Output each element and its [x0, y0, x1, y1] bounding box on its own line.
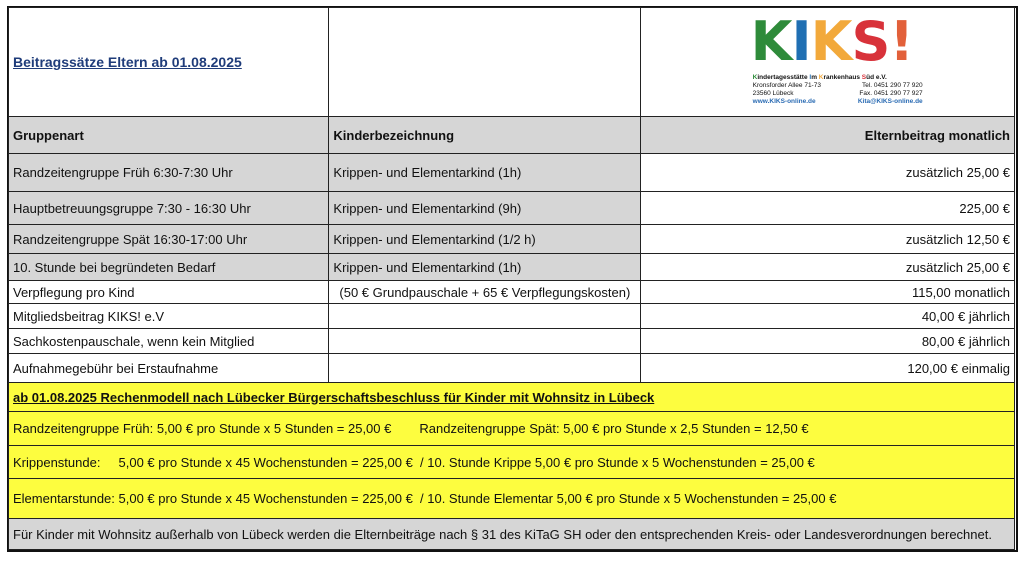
kiks-logo: [745, 10, 923, 112]
extra-value-cell: 115,00 monatlich: [640, 281, 1014, 304]
table-row: [9, 329, 1015, 354]
extra-value-cell: 120,00 € einmalig: [640, 354, 1014, 383]
logo-letter: I: [791, 10, 811, 73]
logo-letter: K: [810, 10, 852, 73]
gruppenart-cell: Hauptbetreuungsgruppe 7:30 - 16:30 Uhr: [9, 192, 329, 225]
col-header-kinderbezeichnung: Kinderbezeichnung: [329, 117, 640, 154]
tagline-text: m: [811, 74, 819, 81]
logo-wordmark: [750, 10, 914, 73]
footer-note: Für Kinder mit Wohnsitz außerhalb von Lübeck werden die Elternbeiträge nach § 31 des KiTaG SH oder den entsprechenden Kreis- oder Landesverordnungen berechnet.: [9, 519, 1015, 550]
model-randzeiten-cell: [9, 412, 1015, 446]
phone: Tel. 0451 290 77 920: [861, 82, 923, 89]
kind-cell: Krippen- und Elementarkind (1/2 h): [329, 225, 640, 254]
beitrag-cell: zusätzlich 25,00 €: [640, 254, 1014, 281]
tagline-text: indertagesstätte: [757, 74, 810, 81]
email-link[interactable]: Kita@KIKS-online.de: [857, 98, 923, 105]
extra-value-cell: 80,00 € jährlich: [640, 329, 1014, 354]
table-row: [9, 281, 1015, 304]
empty-cell: [329, 8, 640, 117]
kind-cell: Krippen- und Elementarkind (1h): [329, 254, 640, 281]
kind-cell: Krippen- und Elementarkind (9h): [329, 192, 640, 225]
kind-cell: Krippen- und Elementarkind (1h): [329, 154, 640, 192]
model-rand-frueh: Randzeitengruppe Früh: 5,00 € pro Stunde x 5 Stunden = 25,00 €: [13, 421, 392, 436]
address-city: 23560 Lübeck: [752, 90, 794, 97]
extra-label-cell: Sachkostenpauschale, wenn kein Mitglied: [9, 329, 329, 354]
table-row: [9, 154, 1015, 192]
extra-note-cell: [329, 329, 640, 354]
logo-letter: S: [851, 10, 890, 73]
model-row: [9, 479, 1015, 519]
address-line: Kronsforder Allee 71-73: [752, 82, 821, 89]
col-header-gruppenart: Gruppenart: [9, 117, 329, 154]
model-elementar: Elementarstunde: 5,00 € pro Stunde x 45 Wochenstunden = 225,00 € / 10. Stunde Elementar 5,00 € pro Stunde x 5 Wochenstunden = 25,00 €: [9, 479, 1015, 519]
title-row: [9, 8, 1015, 117]
table-row: [9, 225, 1015, 254]
model-heading: ab 01.08.2025 Rechenmodell nach Lübecker Bürgerschaftsbeschluss für Kinder mit Wohnsitz in Lübeck: [9, 383, 1015, 412]
website-link[interactable]: www.KIKS-online.de: [752, 98, 816, 105]
gruppenart-cell: Randzeitengruppe Früh 6:30-7:30 Uhr: [9, 154, 329, 192]
extra-value-cell: 40,00 € jährlich: [640, 304, 1014, 329]
gruppenart-cell: Randzeitengruppe Spät 16:30-17:00 Uhr: [9, 225, 329, 254]
extra-note-cell: [329, 354, 640, 383]
table-row: [9, 354, 1015, 383]
beitrag-cell: 225,00 €: [640, 192, 1014, 225]
extra-note-cell: (50 € Grundpauschale + 65 € Verpflegungskosten): [329, 281, 640, 304]
logo-letter: !: [889, 10, 914, 73]
table-row: [9, 192, 1015, 225]
table-row: [9, 254, 1015, 281]
logo-tagline: [753, 74, 923, 82]
gruppenart-cell: 10. Stunde bei begründeten Bedarf: [9, 254, 329, 281]
model-row: [9, 446, 1015, 479]
logo-contact: [753, 74, 923, 106]
tagline-text: rankenhaus: [823, 74, 862, 81]
logo-cell: [640, 8, 1014, 117]
table-row: [9, 304, 1015, 329]
beitrag-cell: zusätzlich 12,50 €: [640, 225, 1014, 254]
tagline-text: üd e.V.: [866, 74, 887, 81]
tagline-initial: K: [818, 74, 824, 81]
beitrag-cell: zusätzlich 25,00 €: [640, 154, 1014, 192]
fee-table: [8, 7, 1015, 550]
extra-label-cell: Mitgliedsbeitrag KIKS! e.V: [9, 304, 329, 329]
extra-note-cell: [329, 304, 640, 329]
col-header-elternbeitrag: Elternbeitrag monatlich: [640, 117, 1014, 154]
model-krippe: Krippenstunde: 5,00 € pro Stunde x 45 Wochenstunden = 225,00 € / 10. Stunde Krippe 5,00 € pro Stunde x 5 Wochenstunden = 25,00 €: [9, 446, 1015, 479]
tagline-initial: K: [752, 74, 758, 81]
logo-letter: K: [750, 10, 792, 73]
model-heading-row: [9, 383, 1015, 412]
fax: Fax. 0451 290 77 927: [859, 90, 923, 97]
extra-label-cell: Aufnahmegebühr bei Erstaufnahme: [9, 354, 329, 383]
extra-label-cell: Verpflegung pro Kind: [9, 281, 329, 304]
page-title: Beitragssätze Eltern ab 01.08.2025: [9, 8, 329, 117]
column-header-row: [9, 117, 1015, 154]
footer-row: [9, 519, 1015, 550]
model-row: [9, 412, 1015, 446]
model-rand-spaet: Randzeitengruppe Spät: 5,00 € pro Stunde x 2,5 Stunden = 12,50 €: [419, 421, 809, 436]
tagline-initial: I: [809, 74, 812, 81]
tagline-initial: S: [861, 74, 867, 81]
